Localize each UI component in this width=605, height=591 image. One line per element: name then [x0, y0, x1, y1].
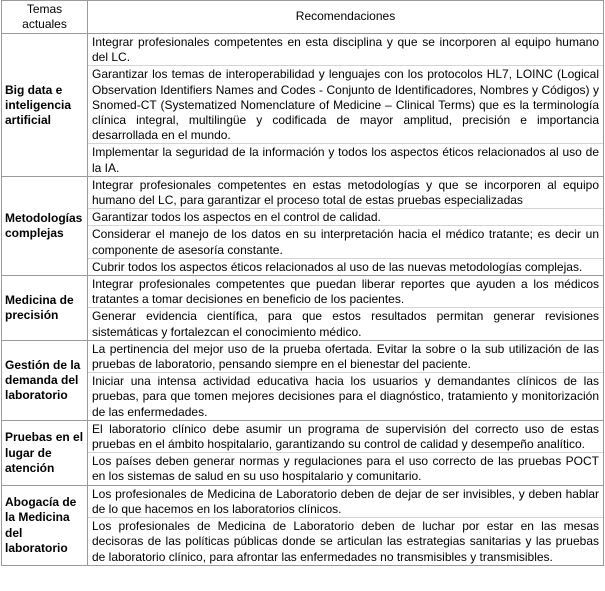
recommendation-item: Garantizar los temas de interoperabilidad y lenguajes con los protocolos HL7, LOINC (Logical Observation Identifiers Names and Codes - Conjunto de Identificadores, Nombres y Códigos) y Snomed-CT (Systematized Nomenclature of Medicine – Clinical Terms) que es la terminología clínica integral, multilingüe y codificada de mayor amplitud, precisión e importancia desarrollada en el mundo. — [88, 65, 603, 143]
recommendation-item: Integrar profesionales competentes en estas metodologías y que se incorporen al equipo humano del LC, para garantizar el proceso total de estas pruebas especializadas — [92, 177, 599, 208]
topic-cell: Big data e inteligencia artificial — [2, 34, 88, 177]
recommendation-item: Garantizar todos los aspectos en el control de calidad. — [88, 208, 603, 225]
table-row — [2, 340, 604, 420]
recommendations-cell — [88, 485, 604, 565]
table-row — [2, 34, 604, 177]
recommendation-item: La pertinencia del mejor uso de la prueba ofertada. Evitar la sobre o la sub utilización de las pruebas de laboratorio, pensando siempre en el bienestar del paciente. — [92, 341, 599, 372]
recommendations-cell — [88, 34, 604, 177]
topic-cell: Medicina de precisión — [2, 276, 88, 341]
recommendation-item: Iniciar una intensa actividad educativa hacia los usuarios y demandantes clínicos de las pruebas, para que tomen mejores decisiones para el diagnóstico, tratamiento y monitorización de las enfermedades. — [88, 372, 603, 420]
recommendation-item: Los profesionales de Medicina de Laboratorio deben de dejar de ser invisibles, y deben hablar de lo que hacemos en los laboratorios clínicos. — [92, 486, 599, 516]
table-row — [2, 420, 604, 485]
topic-cell: Pruebas en el lugar de atención — [2, 420, 88, 485]
recommendation-item: Implementar la seguridad de la información y todos los aspectos éticos relacionados al uso de la IA. — [88, 143, 603, 175]
table-header-row — [2, 1, 604, 34]
recommendations-cell — [88, 276, 604, 341]
recommendations-cell — [88, 420, 604, 485]
header-topic: Temas actuales — [2, 1, 88, 34]
recommendation-item: Integrar profesionales competentes que puedan liberar reportes que ayuden a los médicos tratantes a tomar decisiones en beneficio de los pacientes. — [92, 277, 599, 307]
table-row — [2, 176, 604, 275]
recommendation-item: Considerar el manejo de los datos en su interpretación hacia el médico tratante; es decir un componente de asesoría constante. — [88, 225, 603, 257]
recommendations-cell — [88, 340, 604, 420]
recommendation-item: Integrar profesionales competentes en esta disciplina y que se incorporen al equipo humano del LC. — [92, 35, 599, 65]
table-row — [2, 485, 604, 565]
header-recommendations: Recomendaciones — [88, 1, 604, 34]
recommendation-item: Los países deben generar normas y regulaciones para el uso correcto de las pruebas POCT en los sistemas de salud en su uso hospitalario y comunitario. — [88, 452, 603, 484]
recommendation-item: El laboratorio clínico debe asumir un programa de supervisión del correcto uso de estas pruebas en el ámbito hospitalario, garantizando su control de calidad y desempeño analítico. — [92, 421, 599, 452]
recommendation-item: Generar evidencia científica, para que estos resultados permitan generar revisiones sistemáticas y fortalezcan el conocimiento médico. — [88, 307, 603, 339]
recommendations-table — [1, 0, 604, 566]
recommendations-cell — [88, 176, 604, 275]
topic-cell: Gestión de la demanda del laboratorio — [2, 340, 88, 420]
recommendation-item: Cubrir todos los aspectos éticos relacionados al uso de las nuevas metodologías complejas. — [88, 258, 603, 275]
table-row — [2, 276, 604, 341]
topic-cell: Abogacía de la Medicina del laboratorio — [2, 485, 88, 565]
topic-cell: Metodologías complejas — [2, 176, 88, 275]
recommendation-item: Los profesionales de Medicina de Laboratorio deben de luchar por estar en las mesas decisoras de las políticas públicas donde se articulan las estrategias sanitarias y las pruebas de laboratorio clínico, para afrontar las enfermedades no transmisibles y transmisibles. — [88, 517, 603, 565]
